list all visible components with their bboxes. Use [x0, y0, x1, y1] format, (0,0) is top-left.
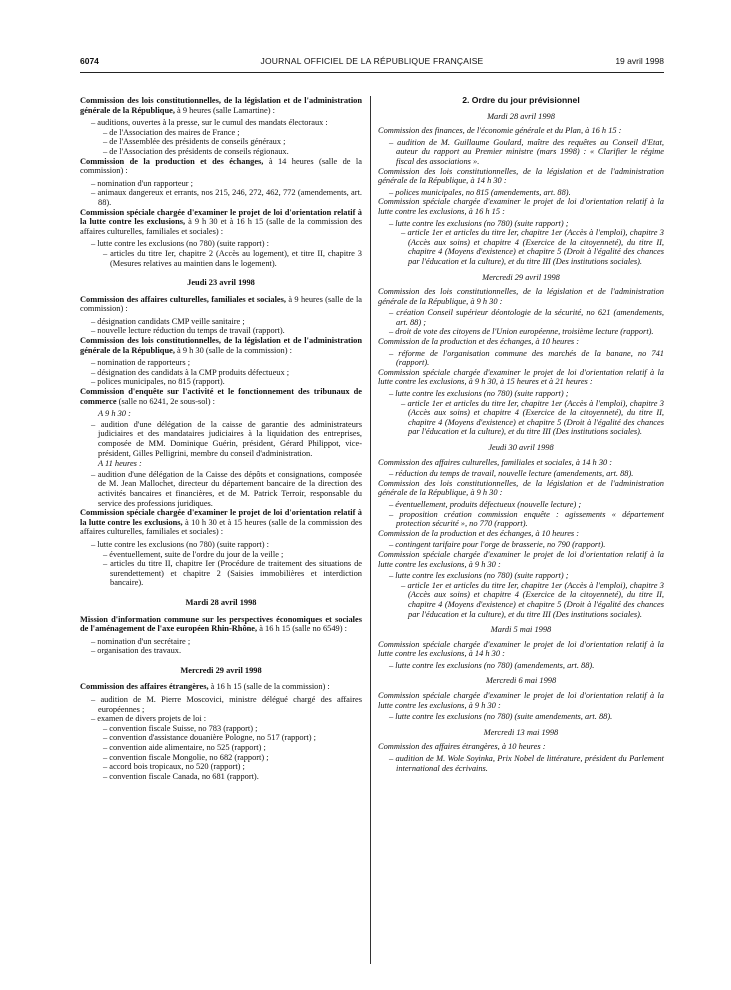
- section-title: 2. Ordre du jour prévisionnel: [462, 95, 580, 105]
- commission-details: Commission spéciale chargée d'examiner le projet de loi d'orientation relatif à la lutte contre les exclusions, à 16 h 15 :: [378, 197, 664, 216]
- agenda-item: – création Conseil supérieur déontologie de la sécurité, no 621 (amendements, art. 88) ;: [389, 308, 664, 327]
- commission-entry: [80, 508, 362, 537]
- agenda-item: – proposition création commission enquête : agissements « département protection sécurité », no 770 (rapport).: [389, 509, 664, 529]
- commission-name: Commission des lois constitutionnelles, de la législation et de l'administration générale de la République,: [80, 336, 362, 355]
- commission-entry: [378, 550, 664, 569]
- commission-entry: [378, 197, 664, 216]
- left-column: [80, 96, 362, 781]
- commission-entry: [378, 640, 664, 659]
- agenda-item: – audition de M. Guillaume Goulard, maître des requêtes au Conseil d'Etat, auteur du rapport au Premier ministre (mars 1998) : « Clarifier le régime fiscal des associations ».: [389, 137, 664, 166]
- agenda-item: – organisation des travaux.: [91, 646, 182, 656]
- commission-entry: [378, 458, 664, 468]
- commission-name: Commission de la production et des échanges,: [80, 156, 264, 166]
- agenda-subitem: – convention aide alimentaire, no 525 (rapport) ;: [103, 743, 266, 753]
- agenda-subitem: – convention d'assistance douanière Pologne, no 517 (rapport) ;: [103, 733, 316, 743]
- agenda-subitem: – de l'Association des présidents de conseils régionaux.: [103, 146, 289, 156]
- agenda-item: – examen de divers projets de loi :: [91, 714, 207, 724]
- commission-entry: [80, 682, 362, 692]
- commission-details: Commission des lois constitutionnelles, de la législation et de l'administration générale de la République, à 9 h 30 :: [378, 478, 664, 498]
- commission-entry: [378, 368, 664, 387]
- session-time: A 11 heures :: [98, 459, 142, 469]
- session-time: A 9 h 30 :: [98, 409, 131, 419]
- agenda-subitem: – convention fiscale Canada, no 681 (rapport).: [103, 771, 259, 781]
- commission-name: Mission d'information commune sur les perspectives économiques et sociales de l'aménagement de l'axe européen Rhin-Rhône,: [80, 614, 362, 634]
- commission-entry: [378, 126, 664, 136]
- agenda-item: – éventuellement, produits défectueux (nouvelle lecture) ;: [389, 499, 582, 509]
- agenda-item: – audition de M. Wole Soyinka, Prix Nobel de littérature, président du Parlement international des écrivains.: [389, 754, 664, 773]
- agenda-subitem: – articles du titre II, chapitre Ier (Procédure de traitement des situations de surendettement) et chapitre 2 (Saisies immobilières et interdiction bancaire).: [103, 559, 362, 588]
- agenda-item: – contingent tarifaire pour l'orge de brasserie, no 790 (rapport).: [389, 540, 606, 550]
- commission-entry: [80, 208, 362, 237]
- agenda-item: – audition d'une délégation de la caisse de garantie des administrateurs judiciaires et des mandataires judiciaires à la liquidation des entreprises, composée de MM. Dominique Guérin, président, Gérard Philippot, vice-président, Gilles Pelligrini, membre du conseil d'administration.: [91, 419, 362, 458]
- commission-details: à 9 h 30 et à 16 h 15 (salle de la commission des affaires culturelles, familiales et sociales) :: [80, 217, 362, 236]
- agenda-item: – droit de vote des citoyens de l'Union européenne, troisième lecture (rapport).: [389, 327, 654, 337]
- agenda-subitem: – de l'Association des maires de France ;: [103, 127, 240, 137]
- commission-name: Commission des lois constitutionnelles, de la législation et de l'administration générale de la République,: [80, 96, 362, 115]
- commission-details: Commission spéciale chargée d'examiner le projet de loi d'orientation relatif à la lutte contre les exclusions, à 14 h 30 :: [378, 639, 664, 659]
- commission-details: Commission des affaires étrangères, à 10 heures :: [378, 742, 546, 752]
- commission-details: à 9 heures (salle Lamartine) :: [174, 105, 275, 115]
- agenda-item: – lutte contre les exclusions (no 780) (suite rapport) :: [91, 239, 269, 249]
- header-rule: [80, 72, 664, 73]
- journal-title: JOURNAL OFFICIEL DE LA RÉPUBLIQUE FRANÇAISE: [260, 56, 484, 66]
- agenda-subitem: – articles du titre Ier, chapitre 2 (Accès au logement), et titre II, chapitre 3 (Mesures relatives au maintien dans le logement).: [103, 248, 362, 268]
- commission-details: Commission des lois constitutionnelles, de la législation et de l'administration générale de la République, à 9 h 30 :: [378, 287, 664, 306]
- commission-name: Commission spéciale chargée d'examiner le projet de loi d'orientation relatif à la lutte contre les exclusions,: [80, 207, 362, 227]
- day-heading: Mercredi 13 mai 1998: [483, 727, 559, 737]
- agenda-item: – audition d'une délégation de la Caisse des dépôts et consignations, composée de M. Jean Mallochet, directeur du département bancaire de la direction des activités bancaires et financières, et de M. Patrick Terroir, responsable du service des professions juridiques.: [91, 469, 362, 508]
- column-divider: [370, 96, 371, 964]
- agenda-item: – polices municipales, no 815 (rapport).: [91, 377, 225, 387]
- agenda-subitem: – article 1er et articles du titre Ier, chapitre 1er (Accès à l'emploi), chapitre 3 (Accès aux soins) et chapitre 4 (Exercice de la citoyenneté), du titre II, chapitre 4 (Moyens d'existence) et chapitre 5 (Droit à l'égalité des chances par l'éducation et la culture), et du titre III (Des institutions sociales).: [401, 580, 664, 619]
- agenda-subitem: – article 1er et articles du titre Ier, chapitre 1er (Accès à l'emploi), chapitre 3 (Accès aux soins) et chapitre 4 (Exercice de la citoyenneté), du titre II, chapitre 4 (Moyens d'existence) et chapitre 5 (Droit à l'égalité des chances par l'éducation et la culture), et du titre III (Des institutions sociales).: [401, 398, 664, 437]
- agenda-subitem: – de l'Assemblée des présidents de conseils généraux ;: [103, 137, 286, 147]
- day-heading: Mercredi 6 mai 1998: [485, 676, 557, 686]
- commission-details: Commission des finances, de l'économie générale et du Plan, à 16 h 15 :: [378, 126, 622, 136]
- commission-details: Commission des affaires culturelles, familiales et sociales, à 14 h 30 :: [378, 457, 613, 467]
- commission-details: Commission spéciale chargée d'examiner le projet de loi d'orientation relatif à la lutte contre les exclusions, à 9 h 30 :: [378, 549, 664, 569]
- day-heading: Mardi 28 avril 1998: [487, 111, 555, 121]
- commission-details: Commission des lois constitutionnelles, de la législation et de l'administration générale de la République, à 14 h 30 :: [378, 166, 664, 186]
- commission-entry: [80, 336, 362, 355]
- agenda-item: – animaux dangereux et errants, nos 215, 246, 272, 462, 772 (amendements, art. 88).: [91, 188, 362, 207]
- commission-entry: [378, 691, 664, 710]
- commission-details: Commission spéciale chargée d'examiner le projet de loi d'orientation relatif à la lutte contre les exclusions, à 9 h 30, à 15 heures et à 21 heures :: [378, 367, 664, 387]
- agenda-subitem: – convention fiscale Mongolie, no 682 (rapport) ;: [103, 752, 269, 762]
- commission-details: Commission spéciale chargée d'examiner le projet de loi d'orientation relatif à la lutte contre les exclusions, à 9 h 30 :: [378, 691, 664, 710]
- agenda-item: – réforme de l'organisation commune des marchés de la banane, no 741 (rapport).: [389, 348, 664, 368]
- commission-details: à 14 heures (salle de la commission) :: [80, 156, 362, 176]
- right-column: [378, 96, 664, 773]
- agenda-item: – nomination d'un rapporteur ;: [91, 178, 193, 188]
- agenda-item: – lutte contre les exclusions (no 780) (suite rapport) :: [91, 539, 269, 549]
- commission-entry: [80, 387, 362, 406]
- commission-entry: [378, 742, 664, 752]
- agenda-item: – audition de M. Pierre Moscovici, ministre délégué chargé des affaires européennes ;: [91, 695, 362, 714]
- commission-details: à 10 h 30 et à 15 heures (salle de la commission des affaires culturelles, familiales et sociales) :: [80, 517, 362, 537]
- commission-entry: [378, 337, 664, 347]
- agenda-item: – nomination d'un secrétaire ;: [91, 636, 191, 646]
- agenda-item: – nouvelle lecture réduction du temps de travail (rapport).: [91, 326, 285, 336]
- commission-name: Commission spéciale chargée d'examiner le projet de loi d'orientation relatif à la lutte contre les exclusions,: [80, 508, 362, 527]
- agenda-subitem: – article 1er et articles du titre Ier, chapitre 1er (Accès à l'emploi), chapitre 3 (Accès aux soins) et chapitre 4 (Exercice de la citoyenneté), du titre II, chapitre 4 (Moyens d'existence) et chapitre 5 (Droit à l'égalité des chances par l'éducation et la culture), et du titre III (Des institutions sociales).: [401, 228, 664, 266]
- commission-name: Commission d'enquête sur l'activité et le fonctionnement des tribunaux de commerce: [80, 387, 362, 406]
- agenda-item: – désignation des candidats à la CMP produits défectueux ;: [91, 367, 290, 377]
- commission-entry: [80, 157, 362, 176]
- page-header: [80, 56, 664, 70]
- agenda-item: – auditions, ouvertes à la presse, sur le cumul des mandats électoraux :: [91, 118, 328, 128]
- issue-date: 19 avril 1998: [615, 56, 664, 66]
- commission-details: (salle no 6241, 2e sous-sol) :: [116, 396, 215, 406]
- commission-entry: [80, 96, 362, 115]
- day-heading: Jeudi 23 avril 1998: [187, 278, 255, 288]
- agenda-subitem: – accord bois tropicaux, no 520 (rapport) ;: [103, 762, 245, 772]
- day-heading: Mercredi 29 avril 1998: [180, 665, 262, 675]
- commission-entry: [378, 479, 664, 498]
- commission-details: Commission de la production et des échanges, à 10 heures :: [378, 337, 580, 347]
- agenda-item: – polices municipales, no 815 (amendements, art. 88).: [389, 187, 571, 197]
- day-heading: Mercredi 29 avril 1998: [482, 272, 560, 282]
- agenda-item: – lutte contre les exclusions (no 780) (amendements, art. 88).: [389, 660, 595, 670]
- agenda-item: – lutte contre les exclusions (no 780) (suite amendements, art. 88).: [389, 712, 613, 722]
- commission-entry: [378, 529, 664, 539]
- agenda-item: – réduction du temps de travail, nouvelle lecture (amendements, art. 88).: [389, 469, 634, 479]
- commission-details: à 9 heures (salle de la commission) :: [80, 294, 362, 314]
- commission-details: à 16 h 15 (salle no 6549) :: [257, 624, 347, 634]
- agenda-item: – désignation candidats CMP veille sanitaire ;: [91, 316, 245, 326]
- agenda-subitem: – éventuellement, suite de l'ordre du jour de la veille ;: [103, 549, 284, 559]
- commission-details: à 9 h 30 (salle de la commission) :: [174, 345, 292, 355]
- commission-entry: [378, 287, 664, 306]
- agenda-item: – lutte contre les exclusions (no 780) (suite rapport) ;: [389, 571, 569, 581]
- commission-entry: [80, 615, 362, 634]
- commission-details: Commission de la production et des échanges, à 10 heures :: [378, 528, 580, 538]
- agenda-item: – lutte contre les exclusions (no 780) (suite rapport) ;: [389, 218, 569, 228]
- day-heading: Jeudi 30 avril 1998: [488, 443, 554, 452]
- commission-name: Commission des affaires étrangères,: [80, 682, 209, 692]
- agenda-item: – lutte contre les exclusions (no 780) (suite rapport) ;: [389, 389, 569, 399]
- commission-entry: [80, 295, 362, 314]
- day-heading: Mardi 5 mai 1998: [490, 625, 552, 635]
- agenda-subitem: – convention fiscale Suisse, no 783 (rapport) ;: [103, 723, 258, 733]
- agenda-item: – nomination de rapporteurs ;: [91, 358, 191, 368]
- right-column-blocks: [378, 112, 664, 774]
- commission-details: à 16 h 15 (salle de la commission) :: [208, 682, 330, 692]
- commission-entry: [378, 167, 664, 186]
- commission-name: Commission des affaires culturelles, familiales et sociales,: [80, 294, 286, 304]
- day-heading: Mardi 28 avril 1998: [185, 597, 257, 607]
- page-number: 6074: [80, 56, 99, 66]
